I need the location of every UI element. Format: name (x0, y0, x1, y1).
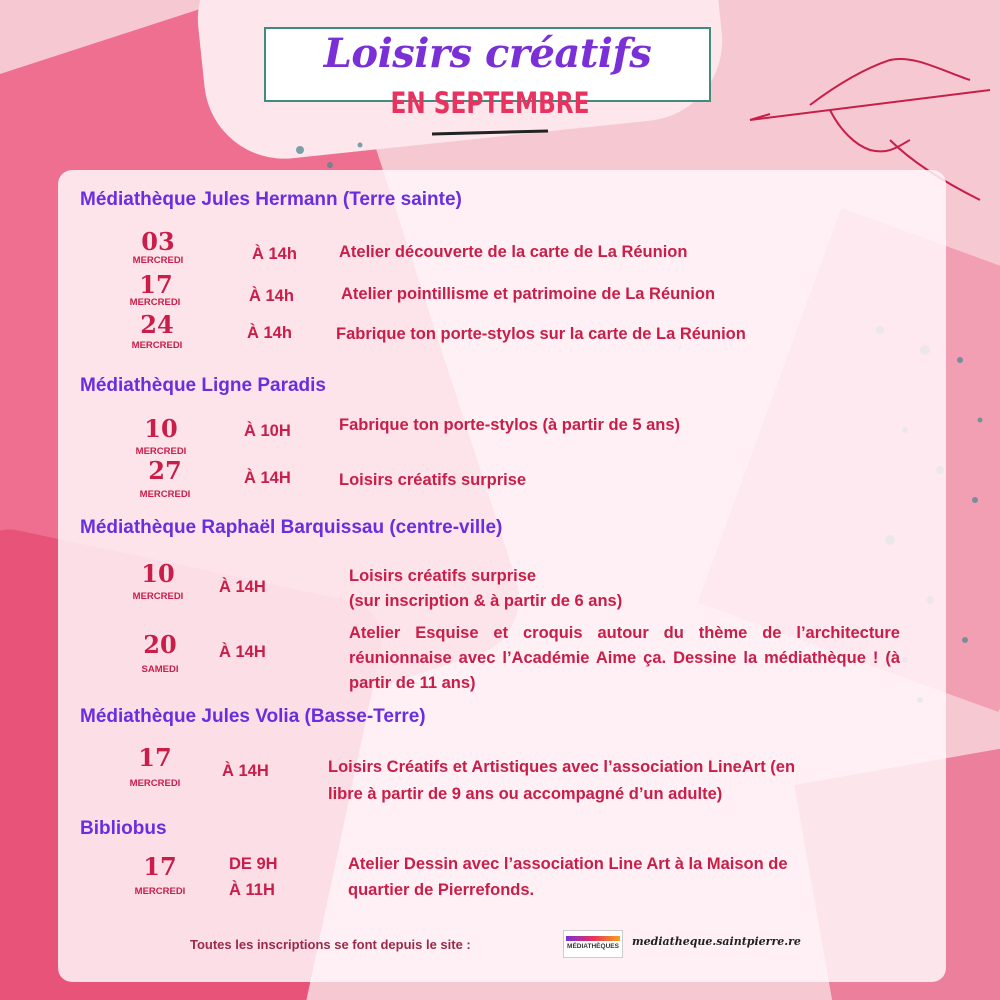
event-activity: quartier de Pierrefonds. (348, 881, 535, 899)
event-day: 17 (138, 743, 172, 772)
event-weekday: MERCREDI (135, 446, 187, 457)
event-time: À 14H (222, 762, 269, 780)
event-weekday: MERCREDI (132, 255, 184, 266)
footer-note: Toutes les inscriptions se font depuis le site : (190, 937, 471, 952)
event-activity: Atelier découverte de la carte de La Réunion (339, 243, 688, 261)
event-activity: Atelier Dessin avec l’association Line Art à la Maison de (348, 855, 788, 873)
event-weekday: MERCREDI (129, 778, 181, 789)
event-activity: Atelier pointillisme et patrimoine de La Réunion (341, 285, 716, 303)
event-time: À 14H (244, 469, 291, 487)
event-activity: libre à partir de 9 ans ou accompagné d’un adulte) (328, 785, 723, 803)
event-weekday: MERCREDI (134, 886, 186, 897)
event-weekday: MERCREDI (131, 340, 183, 351)
event-time: À 14h (252, 245, 297, 263)
page-subtitle: EN SEPTEMBRE (390, 86, 590, 120)
event-activity: Fabrique ton porte-stylos (à partir de 5 ans) (339, 416, 681, 434)
event-activity: Loisirs créatifs surprise (349, 567, 537, 585)
section-heading: Médiathèque Jules Hermann (Terre sainte) (80, 189, 462, 210)
title-underline (430, 128, 550, 138)
event-activity: Fabrique ton porte-stylos sur la carte de La Réunion (336, 325, 746, 343)
section-heading: Médiathèque Jules Volia (Basse-Terre) (80, 706, 426, 727)
section-heading: Bibliobus (80, 818, 167, 839)
event-time: À 14H (219, 578, 266, 596)
event-day: 20 (143, 630, 177, 659)
website-link[interactable]: mediatheque.saintpierre.re (632, 935, 801, 948)
event-weekday: SAMEDI (141, 664, 179, 675)
event-day: 17 (143, 852, 177, 881)
event-time: DE 9H (229, 855, 278, 873)
event-day: 03 (141, 227, 175, 256)
logo-text: MÉDIATHÈQUES (567, 943, 619, 950)
event-activity: Atelier Esquise et croquis autour du thème de l’architecture réunionnaise avec l’Académie Aime ça. Dessine la médiathèque ! (à partir de 11 ans) (349, 624, 900, 692)
event-time: À 14h (247, 324, 292, 342)
event-day: 10 (141, 559, 175, 588)
section-heading: Médiathèque Ligne Paradis (80, 375, 326, 396)
section-heading: Médiathèque Raphaël Barquissau (centre-ville) (80, 517, 503, 538)
event-weekday: MERCREDI (132, 591, 184, 602)
event-weekday: MERCREDI (129, 297, 181, 308)
event-day: 24 (140, 310, 174, 339)
mediatheques-logo[interactable] (563, 930, 623, 958)
event-activity: (sur inscription & à partir de 6 ans) (349, 592, 623, 610)
event-time: À 14H (219, 643, 266, 661)
event-time: À 14h (249, 287, 294, 305)
event-activity: Loisirs Créatifs et Artistiques avec l’association LineArt (en (328, 758, 796, 776)
event-day: 27 (148, 456, 182, 485)
event-day: 10 (144, 414, 178, 443)
event-time: À 10H (244, 422, 291, 440)
event-day: 17 (139, 270, 173, 299)
event-weekday: MERCREDI (139, 489, 191, 500)
event-time: À 11H (229, 881, 275, 899)
event-activity: Loisirs créatifs surprise (339, 471, 527, 489)
page-title: Loisirs créatifs (323, 30, 652, 77)
